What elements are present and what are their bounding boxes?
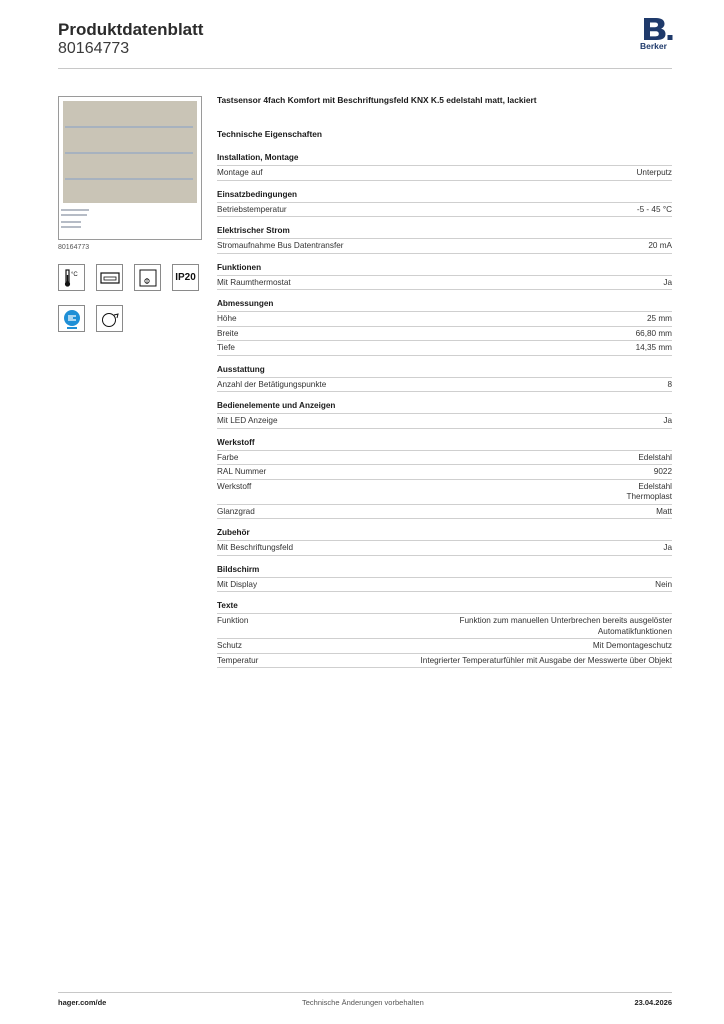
- spec-row: [217, 378, 672, 393]
- surface-mount-icon: [134, 264, 161, 291]
- spec-key: Glanzgrad: [217, 506, 255, 516]
- label-field-line: [61, 214, 87, 216]
- spec-section: [217, 437, 672, 520]
- rocker-divider: [65, 152, 193, 154]
- spec-section: [217, 225, 672, 254]
- spec-section: [217, 189, 672, 218]
- spec-key: Tiefe: [217, 343, 235, 352]
- spec-key: Funktion: [217, 616, 249, 625]
- spec-key: Stromaufnahme Bus Datentransfer: [217, 241, 344, 250]
- label-field-line: [61, 226, 81, 228]
- rocker-divider: [65, 126, 193, 128]
- spec-row: [217, 505, 672, 520]
- spec-value: Nein: [655, 579, 672, 589]
- spec-key: Farbe: [217, 452, 239, 462]
- spec-section-title: Ausstattung: [217, 364, 672, 378]
- product-image: [58, 96, 202, 240]
- berker-b-icon: [640, 17, 674, 41]
- datasheet-content: [217, 94, 672, 676]
- spec-row: [217, 541, 672, 556]
- header-divider: [58, 68, 672, 69]
- spec-row: [217, 639, 672, 654]
- spec-row: [217, 166, 672, 181]
- spec-key: Höhe: [217, 314, 237, 323]
- spec-section: [217, 152, 672, 181]
- spec-value: 9022: [653, 467, 672, 476]
- product-plate: [63, 101, 197, 203]
- spec-row: [217, 578, 672, 593]
- spec-key: Montage auf: [217, 168, 263, 177]
- spec-section: [217, 262, 672, 291]
- spec-value: 14,35 mm: [635, 343, 672, 352]
- spec-row: [217, 203, 672, 218]
- spec-key: Breite: [217, 328, 239, 338]
- footer-date: 23.04.2026: [634, 998, 672, 1007]
- spec-section: [217, 364, 672, 393]
- spec-value: Matt: [656, 506, 672, 516]
- spec-value: Ja: [663, 277, 672, 287]
- spec-section-title: Bedienelemente und Anzeigen: [217, 400, 672, 414]
- spec-key: RAL Nummer: [217, 467, 267, 476]
- knx-icon: [58, 305, 85, 332]
- spec-value: Ja: [663, 543, 672, 552]
- spec-section-title: Abmessungen: [217, 298, 672, 312]
- rocker-divider: [65, 178, 193, 180]
- spec-value: 66,80 mm: [635, 328, 672, 338]
- spec-value: Integrierter Temperaturfühler mit Ausgabe der Messwerte über Objekt: [420, 655, 672, 665]
- spec-value: 8: [667, 379, 672, 389]
- spec-section-title: Funktionen: [217, 262, 672, 276]
- spec-value: Edelstahl Thermoplast: [626, 481, 672, 501]
- spec-key: Anzahl der Betätigungspunkte: [217, 379, 327, 389]
- footer-disclaimer: Technische Änderungen vorbehalten: [302, 998, 424, 1007]
- spec-key: Mit LED Anzeige: [217, 416, 278, 425]
- spec-row: [217, 480, 672, 505]
- spec-value: 20 mA: [648, 241, 672, 250]
- spec-key: Werkstoff: [217, 481, 252, 491]
- spec-row: [217, 239, 672, 254]
- spec-section-title: Werkstoff: [217, 437, 672, 451]
- spec-key: Schutz: [217, 641, 243, 650]
- spec-row: [217, 654, 672, 669]
- spec-key: Mit Raumthermostat: [217, 277, 291, 287]
- spec-section-title: Installation, Montage: [217, 152, 672, 166]
- footer-website: hager.com/de: [58, 998, 107, 1007]
- spec-section-title: Zubehör: [217, 527, 672, 541]
- thermometer-icon: [58, 264, 85, 291]
- spec-key: Mit Beschriftungsfeld: [217, 543, 293, 552]
- spec-row: [217, 341, 672, 356]
- article-number: 80164773: [58, 40, 130, 57]
- spec-key: Temperatur: [217, 655, 259, 665]
- spec-section: [217, 400, 672, 429]
- spec-section: [217, 600, 672, 668]
- product-image-caption: 80164773: [58, 244, 90, 251]
- product-heading: Tastsensor 4fach Komfort mit Beschriftungsfeld KNX K.5 edelstahl matt, lackiert: [217, 95, 537, 105]
- spec-row: [217, 614, 672, 639]
- label-field-line: [61, 221, 81, 223]
- spec-row: [217, 414, 672, 429]
- spec-value: Unterputz: [636, 168, 672, 177]
- tech-properties-title: Technische Eigenschaften: [217, 129, 323, 139]
- spec-section-title: Elektrischer Strom: [217, 225, 672, 239]
- spec-row: [217, 451, 672, 466]
- footer-divider: [58, 992, 672, 993]
- spec-value: -5 - 45 °C: [636, 204, 672, 214]
- berker-logo: [640, 17, 674, 53]
- spec-section-title: Texte: [217, 600, 672, 614]
- spec-key: Mit Display: [217, 579, 258, 589]
- label-field-line: [61, 209, 89, 211]
- spec-section: [217, 527, 672, 556]
- thermostat-dial-icon: [96, 305, 123, 332]
- spec-section-title: Einsatzbedingungen: [217, 189, 672, 203]
- spec-row: [217, 465, 672, 480]
- display-icon: [96, 264, 123, 291]
- spec-sections: [217, 152, 672, 668]
- spec-section: [217, 298, 672, 356]
- spec-value: 25 mm: [646, 314, 672, 323]
- spec-value: Mit Demontageschutz: [592, 641, 672, 650]
- spec-row: [217, 312, 672, 327]
- page-title: Produktdatenblatt: [58, 20, 204, 39]
- spec-row: [217, 276, 672, 291]
- svg-text:°C: °C: [70, 271, 78, 278]
- spec-key: Betriebstemperatur: [217, 204, 287, 214]
- spec-value: Funktion zum manuellen Unterbrechen bereits ausgelöster Automatikfunktionen: [459, 616, 672, 636]
- document-header: [58, 20, 203, 58]
- spec-row: [217, 327, 672, 342]
- spec-section: [217, 564, 672, 593]
- logo-text: Berker: [640, 41, 667, 51]
- spec-value: Edelstahl: [638, 452, 672, 462]
- spec-value: Ja: [663, 416, 672, 425]
- ip-rating-badge: IP20: [172, 264, 199, 291]
- spec-section-title: Bildschirm: [217, 564, 672, 578]
